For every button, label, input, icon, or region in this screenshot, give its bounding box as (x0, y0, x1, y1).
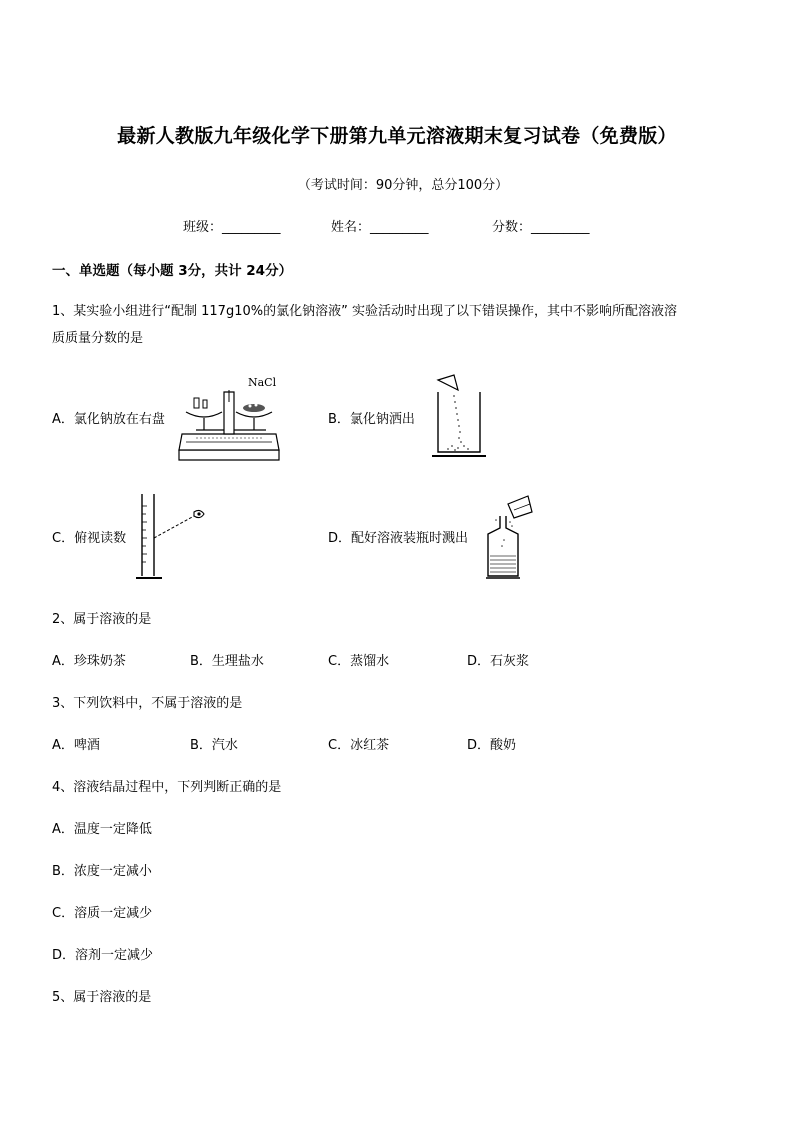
question-2-option-a[interactable]: A．珍珠奶茶 (52, 654, 126, 669)
question-1-stem-line1: 1、某实验小组进行“配制 117g10%的氯化钠溶液” 实验活动时出现了以下错误操作，其中不影响所配溶液溶 (52, 304, 677, 319)
question-2-option-c[interactable]: C．蒸馏水 (328, 654, 390, 669)
page-title: 最新人教版九年级化学下册第九单元溶液期末复习试卷（免费版） (117, 125, 677, 147)
class-label: 班级： (183, 220, 223, 235)
question-2-option-d[interactable]: D．石灰浆 (467, 654, 530, 669)
question-5-stem: 5、属于溶液的是 (52, 990, 152, 1005)
question-1-stem-line2: 质质量分数的是 (52, 331, 144, 346)
question-3-option-d[interactable]: D．酸奶 (467, 738, 517, 753)
score-field (492, 216, 590, 235)
question-2-stem: 2、属于溶液的是 (52, 612, 152, 627)
class-blank[interactable]: _________ (222, 220, 281, 235)
question-1-option-d[interactable]: D．配好溶液装瓶时溅出 (328, 531, 469, 546)
question-1-option-a[interactable]: A．氯化钠放在右盘 (52, 412, 165, 427)
question-2-option-b[interactable]: B．生理盐水 (190, 654, 264, 669)
name-field (331, 216, 429, 235)
question-1-option-c[interactable]: C．俯视读数 (52, 531, 127, 546)
beaker-pouring-figure (428, 372, 492, 460)
name-label: 姓名： (331, 220, 371, 235)
name-blank[interactable]: _________ (370, 220, 429, 235)
question-4-option-a[interactable]: A．温度一定降低 (52, 822, 152, 837)
question-3-option-a[interactable]: A．啤酒 (52, 738, 100, 753)
class-field (183, 216, 281, 235)
question-3-option-c[interactable]: C．冰红茶 (328, 738, 390, 753)
section-heading-single-choice: 一、单选题（每小题 3分，共计 24分） (52, 263, 293, 279)
score-label: 分数： (492, 220, 532, 235)
question-1-option-b[interactable]: B．氯化钠洒出 (328, 412, 415, 427)
nacl-label: NaCl (248, 376, 277, 389)
balance-scale-figure (176, 372, 284, 462)
graduated-cylinder-figure (136, 492, 210, 584)
question-4-option-b[interactable]: B．浓度一定减小 (52, 864, 152, 879)
question-4-stem: 4、溶液结晶过程中，下列判断正确的是 (52, 780, 282, 795)
question-3-stem: 3、下列饮料中，不属于溶液的是 (52, 696, 243, 711)
exam-time-subtitle: （考试时间：90分钟，总分100分） (297, 178, 509, 193)
question-3-option-b[interactable]: B．汽水 (190, 738, 238, 753)
bottle-pouring-figure (484, 492, 544, 580)
score-blank[interactable]: _________ (531, 220, 590, 235)
question-4-option-c[interactable]: C．溶质一定减少 (52, 906, 153, 921)
question-4-option-d[interactable]: D．溶剂一定减少 (52, 948, 154, 963)
